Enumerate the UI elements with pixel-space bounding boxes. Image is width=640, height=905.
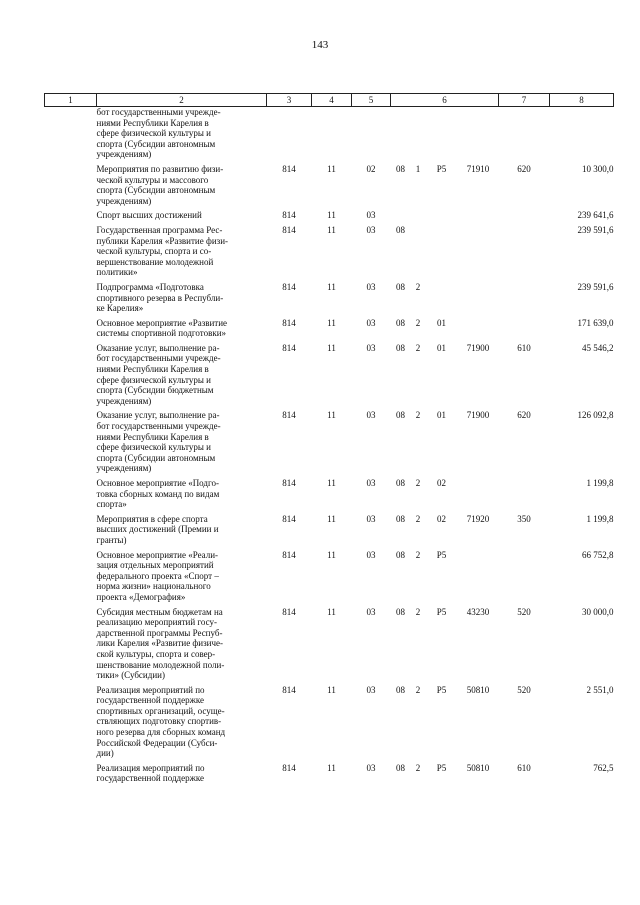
row-section: 11 <box>327 549 336 560</box>
row-target-direction <box>458 474 499 510</box>
row-subsection: 03 <box>366 281 376 292</box>
row-amount: 66 752,8 <box>582 549 614 560</box>
row-target-subprogram: 2 <box>415 606 421 617</box>
row-target-subprogram: 2 <box>415 762 421 773</box>
row-target-subprogram: 2 <box>415 281 421 292</box>
row-target-program: 08 <box>396 317 405 328</box>
row-ministry-code <box>267 107 312 160</box>
row-target-program: 08 <box>396 684 405 695</box>
row-target-direction: 71900 <box>466 342 490 353</box>
row-amount: 762,5 <box>593 762 614 773</box>
row-ministry-code: 814 <box>282 281 296 292</box>
table-row <box>45 160 614 206</box>
row-amount: 1 199,8 <box>586 513 614 524</box>
row-subsection: 02 <box>366 163 376 174</box>
row-blank-cell <box>45 107 97 160</box>
row-section: 11 <box>327 342 336 353</box>
row-target-program: 08 <box>396 281 405 292</box>
row-subsection: 03 <box>366 210 376 221</box>
row-target-subprogram: 2 <box>415 478 421 488</box>
row-target-subprogram: 2 <box>415 513 421 524</box>
row-ministry-code: 814 <box>282 163 296 174</box>
row-target-direction <box>458 278 499 314</box>
row-target-program: 08 <box>396 163 405 174</box>
row-section: 11 <box>327 606 336 617</box>
row-amount: 239 591,6 <box>577 224 614 235</box>
row-target-program <box>391 206 411 221</box>
table-row <box>45 339 614 407</box>
row-target-direction <box>458 206 499 221</box>
table-row <box>45 681 614 759</box>
row-name: бот государственными учрежде- ниями Республики Карелия в сфере физической культуры и спорта (Субсидии автономным учреждениям) <box>96 107 221 160</box>
header-cell-5: 5 <box>352 94 391 107</box>
row-amount: 45 546,2 <box>582 342 614 353</box>
row-target-subprogram: 2 <box>415 410 421 421</box>
row-target-program: 08 <box>396 224 405 235</box>
header-cell-6: 6 <box>391 94 499 107</box>
header-cell-1: 1 <box>45 94 97 107</box>
header-cell-4: 4 <box>312 94 352 107</box>
row-name: Реализация мероприятий по государственной поддержке <box>96 762 205 784</box>
row-subsection <box>352 107 391 160</box>
row-blank-cell <box>45 406 97 474</box>
row-subsection: 03 <box>366 317 376 328</box>
row-amount: 30 000,0 <box>582 606 614 617</box>
table-row <box>45 406 614 474</box>
row-amount: 1 199,8 <box>586 478 614 488</box>
row-subsection: 03 <box>366 410 376 421</box>
row-target-direction: 71910 <box>466 163 490 174</box>
row-target-direction <box>458 107 499 160</box>
row-target-subprogram: 1 <box>415 163 421 174</box>
row-section: 11 <box>327 762 336 773</box>
row-target-event <box>426 221 458 278</box>
table-row <box>45 221 614 278</box>
row-ministry-code: 814 <box>282 342 296 353</box>
row-target-event: 02 <box>437 513 446 524</box>
row-target-event <box>426 107 458 160</box>
row-name: Государственная программа Рес- публики Карелия «Развитие физи- ческой культуры, спорта и со- вершенствование молодежной политики» <box>96 224 229 278</box>
row-blank-cell <box>45 221 97 278</box>
row-subsection: 03 <box>366 549 376 560</box>
row-target-event: 02 <box>437 478 446 488</box>
row-target-event: 01 <box>437 342 446 353</box>
row-blank-cell <box>45 759 97 784</box>
row-amount: 171 639,0 <box>577 317 614 328</box>
row-name: Основное мероприятие «Развитие системы спортивной подготовки» <box>96 317 228 339</box>
row-name: Субсидия местным бюджетам на реализацию мероприятий госу- дарственной программы Респуб- лики Карелия «Развитие физиче- ской культуры, спорта и совер- шенствование молодежной поли- тики» (Субсидии) <box>96 606 225 681</box>
row-target-event <box>426 278 458 314</box>
row-target-event: P5 <box>436 606 447 617</box>
row-amount: 126 092,8 <box>577 410 614 421</box>
row-blank-cell <box>45 278 97 314</box>
row-target-event: P5 <box>436 762 447 773</box>
row-target-event: 01 <box>437 410 446 421</box>
row-target-direction: 43230 <box>466 606 490 617</box>
row-target-subprogram <box>411 107 426 160</box>
row-ministry-code: 814 <box>282 513 296 524</box>
row-section: 11 <box>327 684 336 695</box>
row-expense-type <box>499 206 550 221</box>
row-subsection: 03 <box>366 684 376 695</box>
row-expense-type: 350 <box>517 513 531 524</box>
row-expense-type <box>499 278 550 314</box>
row-amount: 10 300,0 <box>582 163 614 174</box>
row-blank-cell <box>45 206 97 221</box>
row-ministry-code: 814 <box>282 549 296 560</box>
row-blank-cell <box>45 546 97 603</box>
row-name: Подпрограмма «Подготовка спортивного резерва в Республи- ке Карелия» <box>96 281 224 314</box>
table-row <box>45 278 614 314</box>
row-target-event: P5 <box>436 163 447 174</box>
row-ministry-code: 814 <box>282 684 296 695</box>
row-blank-cell <box>45 603 97 681</box>
page-number: 143 <box>311 39 329 51</box>
row-subsection: 03 <box>366 513 376 524</box>
row-target-direction <box>458 221 499 278</box>
row-target-direction: 50810 <box>466 684 490 695</box>
row-target-program: 08 <box>396 549 405 560</box>
row-target-program: 08 <box>396 762 405 773</box>
row-name: Реализация мероприятий по государственной поддержке спортивных организаций, осуще- ствляющих подготовку спортив- ного резерва для сборных команд Российской Федерации (Субси- дии) <box>96 684 226 759</box>
row-expense-type: 520 <box>517 606 531 617</box>
row-section: 11 <box>327 317 336 328</box>
table-header-row <box>45 94 614 107</box>
row-target-direction <box>458 546 499 603</box>
row-expense-type: 610 <box>517 762 531 773</box>
table-row <box>45 206 614 221</box>
row-section: 11 <box>327 163 336 174</box>
row-target-program: 08 <box>396 606 405 617</box>
table-row <box>45 474 614 510</box>
table-row <box>45 546 614 603</box>
row-amount <box>550 107 614 160</box>
row-target-event <box>426 206 458 221</box>
row-target-program: 08 <box>396 513 405 524</box>
table-body <box>45 107 614 785</box>
row-target-subprogram <box>411 206 426 221</box>
row-target-subprogram: 2 <box>415 684 421 695</box>
row-target-event: P5 <box>436 549 447 560</box>
row-expense-type <box>499 474 550 510</box>
row-subsection: 03 <box>366 342 376 353</box>
row-subsection: 03 <box>366 606 376 617</box>
table-row <box>45 314 614 339</box>
row-expense-type: 520 <box>517 684 531 695</box>
row-section: 11 <box>327 210 336 221</box>
header-cell-2: 2 <box>97 94 267 107</box>
row-target-direction: 71900 <box>466 410 490 421</box>
header-cell-3: 3 <box>267 94 312 107</box>
row-target-subprogram: 2 <box>415 549 421 560</box>
row-target-event: 01 <box>437 317 446 328</box>
row-target-program: 08 <box>396 410 405 421</box>
row-name: Спорт высших достижений <box>96 210 202 221</box>
row-name: Оказание услуг, выполнение ра- бот государственными учрежде- ниями Республики Карелия в сфере физической культуры и спорта (Субсидии бюджетным учреждениям) <box>96 342 221 406</box>
row-name: Основное мероприятие «Реали- зация отдельных мероприятий федерального проекта «Спорт – норма жизни» национального проекта «Демография» <box>96 549 219 602</box>
row-section: 11 <box>327 478 336 488</box>
row-expense-type: 620 <box>517 163 531 174</box>
row-target-event: P5 <box>436 684 447 695</box>
table-row <box>45 603 614 681</box>
row-expense-type: 620 <box>517 410 531 421</box>
row-blank-cell <box>45 681 97 759</box>
row-target-subprogram: 2 <box>415 317 421 328</box>
row-blank-cell <box>45 160 97 206</box>
header-cell-8: 8 <box>550 94 614 107</box>
row-section: 11 <box>327 410 336 421</box>
row-section: 11 <box>327 224 336 235</box>
row-blank-cell <box>45 339 97 407</box>
row-ministry-code: 814 <box>282 317 296 328</box>
row-blank-cell <box>45 510 97 546</box>
row-ministry-code: 814 <box>282 606 296 617</box>
row-section: 11 <box>327 513 336 524</box>
row-ministry-code: 814 <box>282 224 296 235</box>
row-blank-cell <box>45 474 97 510</box>
row-name: Оказание услуг, выполнение ра- бот государственными учрежде- ниями Республики Карелия в сфере физической культуры и спорта (Субсидии автономным учреждениям) <box>96 410 221 474</box>
row-section: 11 <box>327 281 336 292</box>
row-expense-type <box>499 221 550 278</box>
row-ministry-code: 814 <box>282 478 296 488</box>
row-name: Основное мероприятие «Подго- товка сборных команд по видам спорта» <box>96 478 220 510</box>
row-blank-cell <box>45 314 97 339</box>
row-ministry-code: 814 <box>282 762 296 773</box>
row-expense-type: 610 <box>517 342 531 353</box>
budget-table <box>44 93 614 784</box>
header-cell-7: 7 <box>499 94 550 107</box>
row-amount: 239 591,6 <box>577 281 614 292</box>
row-target-direction: 71920 <box>466 513 490 524</box>
row-expense-type <box>499 314 550 339</box>
row-target-direction <box>458 314 499 339</box>
row-target-direction: 50810 <box>466 762 490 773</box>
row-section <box>312 107 352 160</box>
table-row <box>45 510 614 546</box>
row-expense-type <box>499 107 550 160</box>
row-amount: 239 641,6 <box>577 210 614 221</box>
table-row <box>45 759 614 784</box>
row-target-subprogram: 2 <box>415 342 421 353</box>
row-subsection: 03 <box>366 224 376 235</box>
row-target-program: 08 <box>396 478 405 488</box>
row-target-program <box>391 107 411 160</box>
row-target-program: 08 <box>396 342 405 353</box>
table-row <box>45 107 614 160</box>
row-subsection: 03 <box>366 478 376 488</box>
row-expense-type <box>499 546 550 603</box>
row-ministry-code: 814 <box>282 210 296 221</box>
row-amount: 2 551,0 <box>586 684 614 695</box>
row-subsection: 03 <box>366 762 376 773</box>
row-ministry-code: 814 <box>282 410 296 421</box>
row-target-subprogram <box>411 221 426 278</box>
row-name: Мероприятия в сфере спорта высших достижений (Премии и гранты) <box>96 513 219 545</box>
row-name: Мероприятия по развитию физи- ческой культуры и массового спорта (Субсидии автономным учреждениям) <box>96 163 224 206</box>
